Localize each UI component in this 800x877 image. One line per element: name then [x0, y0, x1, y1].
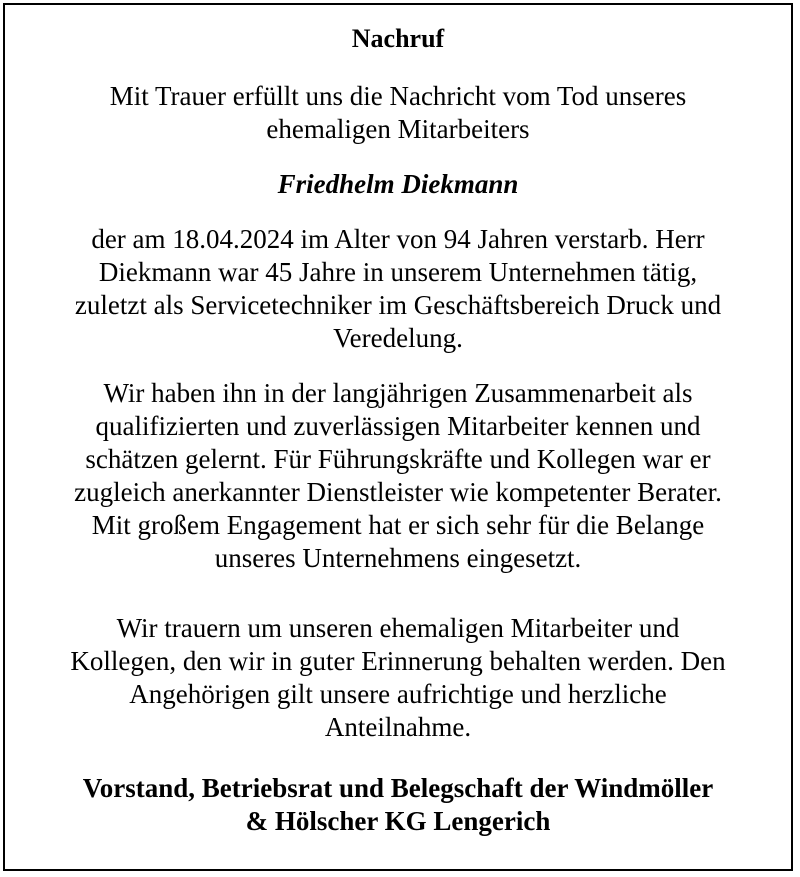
- paragraph-1: [0, 223, 796, 355]
- line: Diekmann war 45 Jahre in unserem Unternehmen tätig,: [98, 257, 698, 287]
- line: zuletzt als Servicetechniker im Geschäftsbereich Druck und: [74, 290, 722, 320]
- line: Veredelung.: [333, 323, 463, 353]
- line: schätzen gelernt. Für Führungskräfte und Kollegen war er: [85, 444, 711, 474]
- intro-line: ehemaligen Mitarbeiters: [266, 114, 530, 144]
- paragraph-3: [0, 612, 796, 744]
- signature: [0, 772, 796, 838]
- line: Wir haben ihn in der langjährigen Zusammenarbeit als: [103, 378, 693, 408]
- line: der am 18.04.2024 im Alter von 94 Jahren verstarb. Herr: [91, 224, 705, 254]
- line: unseres Unternehmens eingesetzt.: [214, 543, 582, 573]
- paragraph-2: [0, 377, 796, 575]
- line: Vorstand, Betriebsrat und Belegschaft der Windmöller: [82, 773, 714, 803]
- line: Mit großem Engagement hat er sich sehr für die Belange: [91, 510, 705, 540]
- line: & Hölscher KG Lengerich: [245, 806, 551, 836]
- deceased-name: Friedhelm Diekmann: [277, 169, 519, 199]
- intro-line: Mit Trauer erfüllt uns die Nachricht vom Tod unseres: [109, 81, 687, 111]
- intro: [0, 80, 796, 146]
- line: zugleich anerkannter Dienstleister wie kompetenter Berater.: [74, 477, 722, 507]
- line: Angehörigen gilt unsere aufrichtige und herzliche: [129, 679, 667, 709]
- line: Anteilnahme.: [324, 712, 472, 742]
- heading: Nachruf: [351, 24, 445, 53]
- line: Wir trauern um unseren ehemaligen Mitarbeiter und: [116, 613, 680, 643]
- line: Kollegen, den wir in guter Erinnerung behalten werden. Den: [70, 646, 726, 676]
- line: qualifizierten und zuverlässigen Mitarbeiter kennen und: [95, 411, 701, 441]
